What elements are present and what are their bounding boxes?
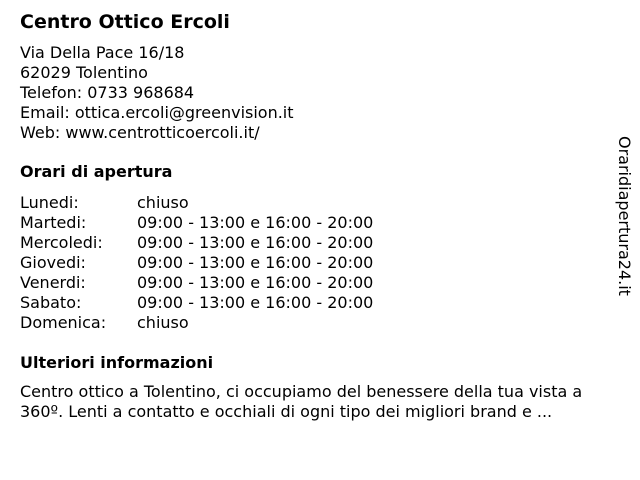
additional-info-heading: Ulteriori informazioni bbox=[20, 353, 214, 372]
hours-row-sunday bbox=[20, 313, 373, 333]
brand-watermark: Oraridiapertura24.it bbox=[615, 136, 634, 296]
hours-row-thursday bbox=[20, 253, 373, 273]
hours-value: chiuso bbox=[137, 313, 189, 332]
day-label: Venerdi: bbox=[20, 273, 86, 292]
hours-value: 09:00 - 13:00 e 16:00 - 20:00 bbox=[137, 273, 374, 292]
street-address: Via Della Pace 16/18 bbox=[20, 43, 185, 62]
email-address: Email: ottica.ercoli@greenvision.it bbox=[20, 103, 294, 122]
day-label: Sabato: bbox=[20, 293, 82, 312]
day-label: Mercoledi: bbox=[20, 233, 103, 252]
website-address: Web: www.centrotticoercoli.it/ bbox=[20, 123, 260, 142]
day-label: Giovedi: bbox=[20, 253, 86, 272]
day-label: Domenica: bbox=[20, 313, 107, 332]
postal-city: 62029 Tolentino bbox=[20, 63, 148, 82]
store-card bbox=[20, 10, 615, 422]
hours-row-friday bbox=[20, 273, 373, 293]
opening-hours-heading: Orari di apertura bbox=[20, 162, 173, 181]
store-name: Centro Ottico Ercoli bbox=[20, 11, 230, 33]
opening-hours-table bbox=[20, 193, 373, 333]
hours-value: 09:00 - 13:00 e 16:00 - 20:00 bbox=[137, 233, 374, 252]
phone-number: Telefon: 0733 968684 bbox=[20, 83, 195, 102]
hours-value: 09:00 - 13:00 e 16:00 - 20:00 bbox=[137, 293, 374, 312]
hours-row-monday bbox=[20, 193, 373, 213]
additional-info-text: Centro ottico a Tolentino, ci occupiamo del benessere della tua vista a 360º. Lenti a contatto e occhiali di ogni tipo dei migliori brand e ... bbox=[20, 382, 583, 421]
hours-value: 09:00 - 13:00 e 16:00 - 20:00 bbox=[137, 253, 374, 272]
hours-row-tuesday bbox=[20, 213, 373, 233]
hours-row-saturday bbox=[20, 293, 373, 313]
hours-value: 09:00 - 13:00 e 16:00 - 20:00 bbox=[137, 213, 374, 232]
day-label: Martedi: bbox=[20, 213, 87, 232]
hours-row-wednesday bbox=[20, 233, 373, 253]
day-label: Lunedi: bbox=[20, 193, 79, 212]
store-address bbox=[20, 43, 615, 143]
hours-value: chiuso bbox=[137, 193, 189, 212]
